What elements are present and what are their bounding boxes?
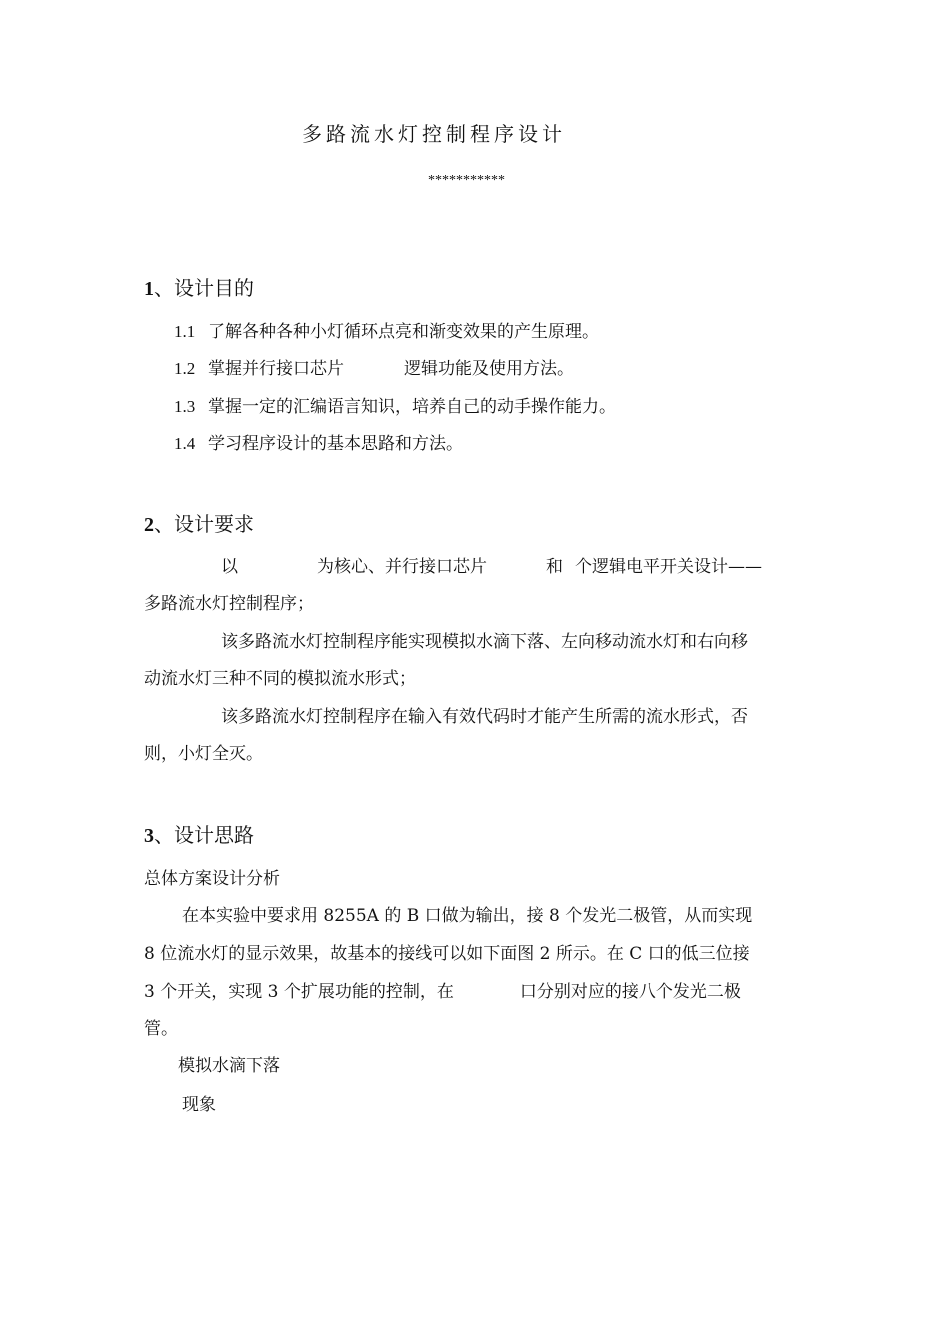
document-author: *********** (428, 173, 505, 188)
objective-item-1 (174, 314, 599, 350)
item-number: 1.1 (174, 322, 196, 341)
section-number: 3 (144, 825, 154, 847)
objective-item-3 (174, 389, 616, 425)
section-number: 1 (144, 278, 154, 300)
req-p3-line1: 该多路流水灯控制程序在输入有效代码时才能产生所需的流水形式，否 (221, 707, 748, 727)
design-sub1: 模拟水滴下落 (178, 1056, 280, 1076)
req-p2-line2: 动流水灯三种不同的模拟流水形式； (144, 669, 416, 689)
item-number: 1.3 (174, 397, 196, 416)
section-1-heading (144, 272, 254, 301)
req-p1-b: 为核心、并行接口芯片 (317, 557, 487, 577)
req-p3-line2: 则，小灯全灭。 (144, 744, 263, 764)
item-text: 掌握一定的汇编语言知识，培养自己的动手操作能力。 (208, 397, 616, 417)
design-p1-line1: 在本实验中要求用 8255A 的 B 口做为输出，接 8 个发光二极管，从而实现 (182, 906, 753, 926)
document-title: 多路流水灯控制程序设计 (302, 122, 566, 146)
design-sub2: 现象 (182, 1095, 216, 1115)
section-2-heading (144, 508, 254, 537)
item-text-part-b: 逻辑功能及使用方法。 (404, 359, 574, 379)
objective-item-4 (174, 426, 463, 462)
req-p1-a: 以 (221, 557, 238, 577)
req-p1-line1 (221, 549, 762, 585)
item-text: 学习程序设计的基本思路和方法。 (208, 434, 463, 454)
design-subheading: 总体方案设计分析 (144, 869, 280, 889)
design-p1-line3-b: 口分别对应的接八个发光二极 (519, 982, 741, 1002)
design-p1-line2: 8 位流水灯的显示效果，故基本的接线可以如下面图 2 所示。在 C 口的低三位接 (144, 944, 750, 964)
item-text: 了解各种各种小灯循环点亮和渐变效果的产生原理。 (208, 322, 599, 342)
item-number: 1.2 (174, 359, 196, 378)
design-p1-line3-a: 3 个开关，实现 3 个扩展功能的控制，在 (144, 982, 454, 1002)
section-3-heading (144, 819, 254, 848)
section-title: 、设计要求 (154, 512, 254, 536)
section-number: 2 (144, 514, 154, 536)
design-p1-line4: 管。 (144, 1019, 178, 1039)
req-p1-d: 个逻辑电平开关设计—— (575, 557, 762, 577)
section-title: 、设计目的 (154, 276, 254, 300)
item-text-part-a: 掌握并行接口芯片 (208, 359, 344, 379)
req-p1-c: 和 (546, 557, 563, 577)
design-p1-line3 (144, 974, 741, 1010)
req-p1-line2: 多路流水灯控制程序； (144, 594, 314, 614)
section-title: 、设计思路 (154, 823, 254, 847)
req-p2-line1: 该多路流水灯控制程序能实现模拟水滴下落、左向移动流水灯和右向移 (221, 632, 748, 652)
item-number: 1.4 (174, 434, 196, 453)
objective-item-2 (174, 351, 574, 387)
